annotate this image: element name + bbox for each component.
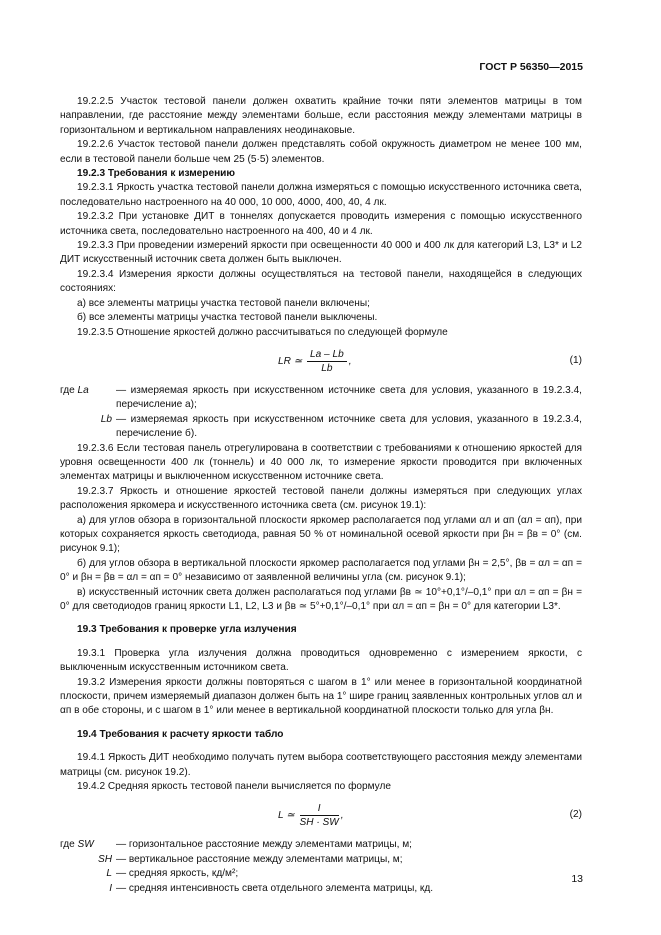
- paragraph-19-2-3-3: 19.2.3.3 При проведении измерений яркости при освещенности 40 000 и 400 лк для категорий L3, L3* и L2 ДИТ искусственный источник света должен быть выключен.: [60, 240, 582, 266]
- formula-2: [60, 796, 582, 836]
- list-item-b: б) все элементы матрицы участка тестовой панели выключены.: [77, 312, 378, 324]
- definition-sh: [60, 853, 582, 867]
- heading-19-4: 19.4 Требования к расчету яркости табло: [77, 728, 284, 740]
- definition-sw-text: — горизонтальное расстояние между элементами матрицы, м;: [116, 839, 412, 851]
- paragraph-19-4-1: 19.4.1 Яркость ДИТ необходимо получать путем выбора соответствующего расстояния между элементами матрицы (см. рисунок 19.2).: [60, 752, 582, 778]
- definition-la-where: где La: [60, 384, 89, 396]
- paragraph-19-2-3-2: 19.2.3.2 При установке ДИТ в тоннелях допускается проводить измерения с помощью искусственного источника света, последовательно настроенного на 400, 40 и 4 лк.: [60, 211, 582, 237]
- paragraph-19-2-2-6: 19.2.2.6 Участок тестовой панели должен представлять собой окружность диаметром не менее 100 мм, если в тестовой панели больше чем 25 (5·5) элементов.: [60, 139, 582, 165]
- paragraph-19-2-3-5: 19.2.3.5 Отношение яркостей должно рассчитываться по следующей формуле: [77, 326, 448, 338]
- definition-lb-symbol-wrap: [60, 413, 112, 427]
- formula-1-fraction: [307, 348, 347, 375]
- formula-2-lhs: L: [278, 810, 284, 822]
- definition-l: [60, 867, 582, 881]
- formula-1-tail: ,: [348, 356, 352, 368]
- definition-lb: [60, 413, 582, 442]
- definition-lb-text: — измеряемая яркость при искусственном источнике света для условия, указанного в 19.2.3.4, перечисление б).: [116, 413, 582, 440]
- formula-2-relation: ≃: [286, 810, 295, 822]
- formula-1: [60, 342, 582, 382]
- formula-1-relation: ≃: [293, 356, 303, 368]
- formula-2-tail: ,: [340, 810, 344, 822]
- list-item-a: а) все элементы матрицы участка тестовой панели включены;: [77, 297, 370, 309]
- formula-2-number: (2): [569, 809, 582, 821]
- definition-la-symbol: La: [77, 384, 89, 396]
- condition-b: б) для углов обзора в вертикальной плоскости яркомер располагается под углами βн = 2,5°, βв = αл = αп = 0° и βн = βв = αл = αп = 0° независимо от заявленной величины угла (см. рисунок 9.1);: [60, 557, 582, 584]
- definition-lb-symbol: Lb: [100, 413, 112, 425]
- formula-1-lhs: LR: [278, 356, 291, 368]
- definition-sw-where: где SW: [60, 839, 94, 851]
- definition-la-text: — измеряемая яркость при искусственном источнике света для условия, указанного в 19.2.3.4, перечисление а);: [116, 384, 582, 411]
- definition-i-symbol: I: [109, 882, 112, 894]
- standard-header: ГОСТ Р 56350—2015: [479, 61, 583, 73]
- formula-1-numerator: La – Lb: [307, 348, 347, 362]
- condition-c: в) искусственный источник света должен располагаться под углами βв ≃ 10°+0,1°/–0,1° при αл = αп = βн = 0° для светодиодов границ яркости L1, L2, L3 и βв ≃ 5°+0,1°/–0,1° при αл = αп = βн = 0° для категории L3*.: [60, 586, 582, 612]
- paragraph-19-2-3-7: 19.2.3.7 Яркость и отношение яркостей тестовой панели должны измеряться при следующих углах расположения яркомера и искусственного источника света (см. рисунок 19.1):: [60, 485, 582, 512]
- definition-l-symbol: L: [106, 868, 112, 880]
- paragraph-19-2-3-4: 19.2.3.4 Измерения яркости должны осуществляться на тестовой панели, находящейся в следующих состояниях:: [60, 268, 582, 295]
- formula-2-denominator: SH · SW: [299, 817, 339, 829]
- definition-l-text: — средняя яркость, кд/м²;: [116, 868, 239, 880]
- definition-la: [60, 384, 582, 413]
- paragraph-19-4-2: 19.4.2 Средняя яркость тестовой панели вычисляется по формуле: [77, 781, 391, 793]
- definition-i: [60, 882, 582, 896]
- heading-19-3: 19.3 Требования к проверке угла излучения: [77, 624, 297, 636]
- definition-sh-symbol: SH: [97, 853, 112, 865]
- formula-1-denominator: Lb: [321, 362, 333, 374]
- heading-19-2-3: 19.2.3 Требования к измерению: [77, 168, 235, 180]
- definition-i-text: — средняя интенсивность света отдельного элемента матрицы, кд.: [116, 882, 434, 894]
- paragraph-19-2-3-1: 19.2.3.1 Яркость участка тестовой панели должна измеряться с помощью искусственного источника света, последовательно настроенного на 40 000, 10 000, 4000, 400, 40, 4 лк.: [60, 182, 582, 208]
- formula-2-fraction: [300, 802, 339, 829]
- definition-sw: [60, 838, 582, 852]
- formula-2-numerator: I: [300, 802, 339, 816]
- page-content: [60, 95, 582, 896]
- condition-a: а) для углов обзора в горизонтальной плоскости яркомер располагается под углами αл и αп (αл = αп), при которых сохраняется яркость светодиода, равная 50 % от номинальной осевой яркости при βн = βв = 0° (см. рисунок 9.1);: [60, 514, 582, 555]
- paragraph-19-3-1: 19.3.1 Проверка угла излучения должна проводиться одновременно с измерением яркости, с выключенным искусственным источником света.: [60, 647, 582, 674]
- definition-sw-symbol: SW: [77, 839, 94, 851]
- formula-1-number: (1): [569, 354, 582, 366]
- definition-sh-text: — вертикальное расстояние между элементами матрицы, м;: [116, 853, 403, 865]
- paragraph-19-2-2-5: 19.2.2.5 Участок тестовой панели должен охватить крайние точки пяти элементов матрицы в том направлении, где расстояние между элементами больше, если расстояния между элементами матрицы в горизонтальном и вертикальном направлениях неодинаковые.: [60, 96, 582, 136]
- paragraph-19-3-2: 19.3.2 Измерения яркости должны повторяться с шагом в 1° или менее в горизонтальной координатной плоскости, причем измеряемый диапазон должен быть на 1° шире границ заявленных контрольных углов αл и αп в обе стороны, и с шагом в 1° или менее в вертикальной координатной плоскости только для угла βн.: [60, 676, 582, 717]
- page-number: 13: [571, 873, 583, 885]
- paragraph-19-2-3-6: 19.2.3.6 Если тестовая панель отрегулирована в соответствии с требованиями к отношению яркостей для уровня освещенности 400 лк (тоннель) и 40 000 лк, то измерение яркости проводится при включенных элементах матрицы и выключенном искусственном источнике света.: [60, 442, 582, 483]
